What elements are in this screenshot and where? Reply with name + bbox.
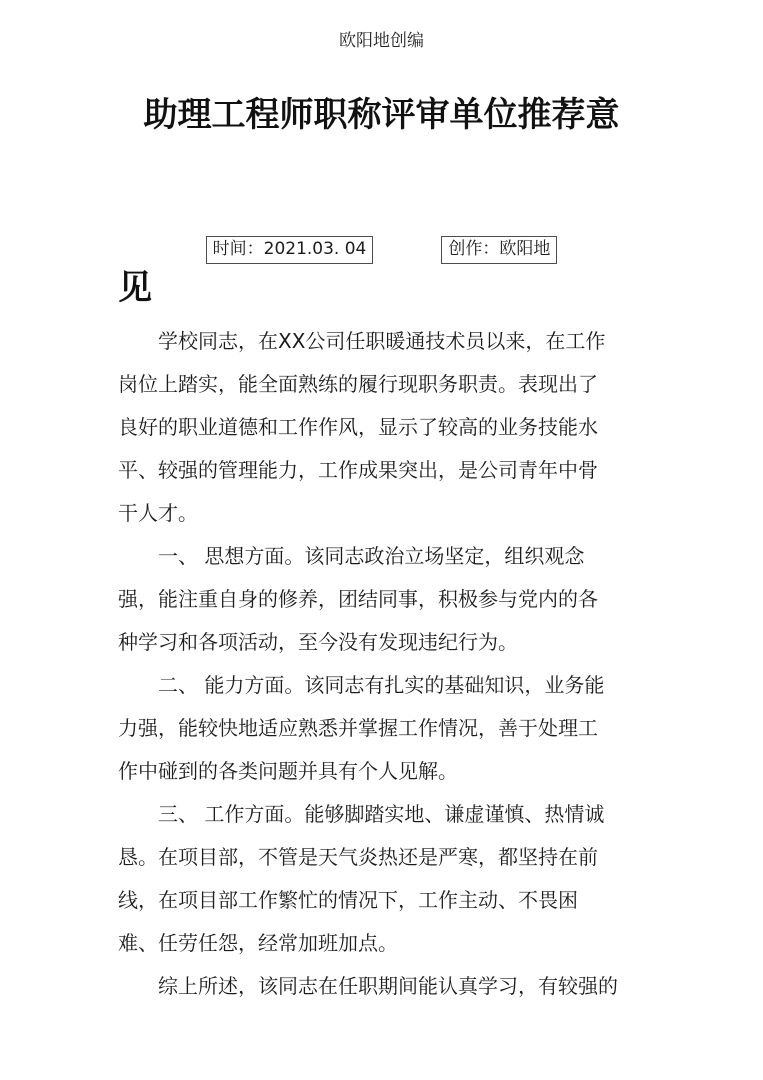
body-line: 作中碰到的各类问题并具有个人见解。 (118, 759, 458, 783)
author-field: 创作：欧阳地 (441, 236, 557, 264)
body-line: 岗位上踏实，能全面熟练的履行现职务职责。表现出了 (118, 372, 598, 396)
body-line: 力强，能较快地适应熟悉并掌握工作情况，善于处理工 (118, 716, 598, 740)
body-line: 强，能注重自身的修养，团结同事，积极参与党内的各 (118, 587, 598, 611)
body-line: 一、 思想方面。该同志政治立场坚定，组织观念 (118, 544, 585, 568)
page-title-continuation: 见 (118, 268, 152, 308)
time-field: 时间：2021.03. 04 (206, 236, 374, 264)
body-line: 学校同志，在XX公司任职暖通技术员以来，在工作 (118, 329, 606, 353)
body-line: 二、 能力方面。该同志有扎实的基础知识，业务能 (118, 673, 605, 697)
body-line: 综上所述，该同志在任职期间能认真学习，有较强的 (118, 974, 618, 998)
body-line: 三、 工作方面。能够脚踏实地、谦虚谨慎、热情诚 (118, 802, 605, 826)
body-line: 平、较强的管理能力，工作成果突出，是公司青年中骨 (118, 458, 598, 482)
meta-row (0, 236, 763, 264)
body-line: 线，在项目部工作繁忙的情况下，工作主动、不畏困 (118, 888, 578, 912)
document-body (118, 320, 618, 1008)
body-line: 难、任劳任怨，经常加班加点。 (118, 931, 398, 955)
body-line: 恳。在项目部，不管是天气炎热还是严寒，都坚持在前 (118, 845, 598, 869)
page-title: 助理工程师职称评审单位推荐意 (143, 95, 620, 135)
body-line: 种学习和各项活动，至今没有发现违纪行为。 (118, 630, 518, 654)
body-line: 干人才。 (118, 501, 198, 525)
header-author-note: 欧阳地创编 (339, 31, 424, 51)
body-line: 良好的职业道德和工作作风，显示了较高的业务技能水 (118, 415, 598, 439)
